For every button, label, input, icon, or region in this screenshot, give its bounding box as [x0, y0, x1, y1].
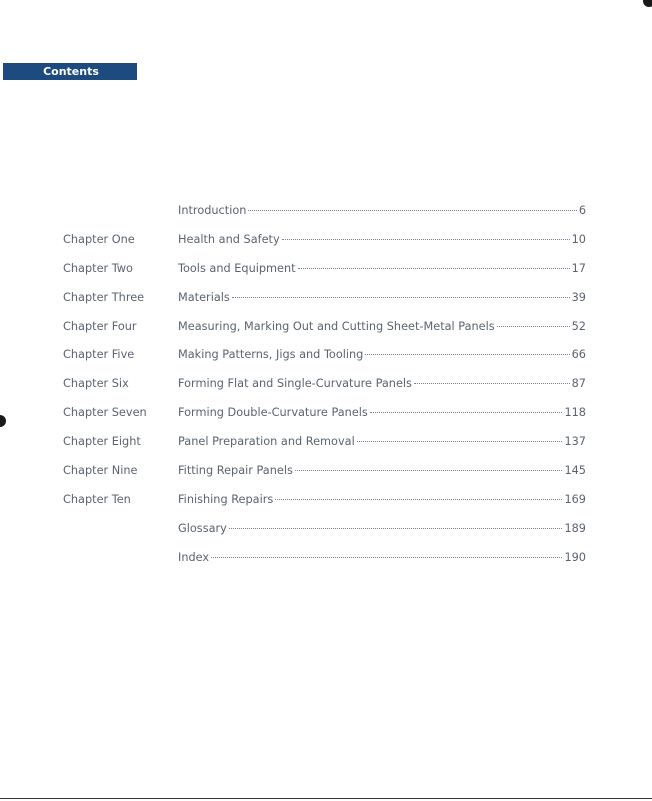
page-number: 137 — [564, 435, 586, 449]
entry-title: Forming Flat and Single-Curvature Panels — [178, 377, 412, 391]
toc-row[interactable] — [0, 289, 652, 318]
toc-entry — [178, 520, 586, 538]
toc-entry — [178, 346, 586, 364]
chapter-label: Chapter Seven — [63, 406, 147, 420]
chapter-label: Chapter Ten — [63, 492, 131, 506]
page-number: 66 — [571, 348, 586, 362]
toc-row[interactable] — [0, 346, 652, 375]
page-number: 6 — [578, 204, 586, 217]
toc-row[interactable] — [0, 491, 652, 520]
table-of-contents — [0, 202, 652, 578]
page-number: 169 — [564, 492, 586, 506]
page-number: 39 — [571, 290, 586, 304]
entry-title: Making Patterns, Jigs and Tooling — [178, 348, 364, 362]
toc-row[interactable] — [0, 202, 652, 231]
chapter-label: Chapter Four — [63, 319, 137, 333]
dot-leader — [248, 210, 576, 211]
entry-title: Fitting Repair Panels — [178, 464, 293, 478]
toc-entry — [178, 433, 586, 451]
toc-row[interactable] — [0, 520, 652, 549]
page-number: 145 — [564, 464, 586, 478]
toc-row[interactable] — [0, 318, 652, 347]
entry-title: Health and Safety — [178, 232, 280, 246]
toc-row[interactable] — [0, 549, 652, 578]
registration-mark-icon — [643, 0, 652, 7]
contents-heading: Contents — [3, 63, 137, 80]
dot-leader — [295, 470, 563, 471]
dot-leader — [282, 239, 570, 240]
page-number: 190 — [564, 550, 586, 564]
entry-title: Forming Double-Curvature Panels — [178, 406, 368, 420]
dot-leader — [232, 297, 570, 298]
chapter-label: Chapter Five — [63, 348, 135, 362]
entry-title: Glossary — [178, 521, 227, 535]
toc-entry — [178, 318, 586, 336]
toc-entry — [178, 260, 586, 278]
chapter-label: Chapter One — [63, 232, 135, 246]
toc-row[interactable] — [0, 260, 652, 289]
dot-leader — [414, 383, 570, 384]
toc-entry — [178, 462, 586, 480]
toc-row[interactable] — [0, 375, 652, 404]
dot-leader — [497, 326, 570, 327]
entry-title: Measuring, Marking Out and Cutting Sheet-Metal Panels — [178, 319, 495, 333]
toc-entry — [178, 202, 586, 220]
toc-entry — [178, 549, 586, 567]
entry-title: Materials — [178, 290, 230, 304]
chapter-label: Chapter Nine — [63, 464, 138, 478]
entry-title: Finishing Repairs — [178, 492, 274, 506]
toc-entry — [178, 289, 586, 307]
toc-entry — [178, 375, 586, 393]
chapter-label: Chapter Three — [63, 290, 145, 304]
dot-leader — [357, 441, 563, 442]
dot-leader — [229, 528, 563, 529]
chapter-label: Chapter Eight — [63, 435, 141, 449]
bottom-rule — [0, 798, 652, 799]
page-number: 189 — [564, 521, 586, 535]
toc-row[interactable] — [0, 433, 652, 462]
entry-title: Panel Preparation and Removal — [178, 435, 355, 449]
toc-entry — [178, 231, 586, 249]
toc-entry — [178, 404, 586, 422]
dot-leader — [275, 499, 562, 500]
page-number: 10 — [571, 232, 586, 246]
page-number: 52 — [571, 319, 586, 333]
page-number: 17 — [571, 261, 586, 275]
toc-entry — [178, 491, 586, 509]
dot-leader — [211, 557, 562, 558]
dot-leader — [365, 354, 569, 355]
dot-leader — [298, 268, 570, 269]
toc-row[interactable] — [0, 462, 652, 491]
page-number: 118 — [564, 406, 586, 420]
page-number: 87 — [571, 377, 586, 391]
chapter-label: Chapter Two — [63, 261, 133, 275]
chapter-label: Chapter Six — [63, 377, 129, 391]
entry-title: Introduction — [178, 204, 247, 217]
toc-row[interactable] — [0, 231, 652, 260]
entry-title: Tools and Equipment — [178, 261, 296, 275]
entry-title: Index — [178, 550, 210, 564]
toc-row[interactable] — [0, 404, 652, 433]
dot-leader — [370, 412, 563, 413]
